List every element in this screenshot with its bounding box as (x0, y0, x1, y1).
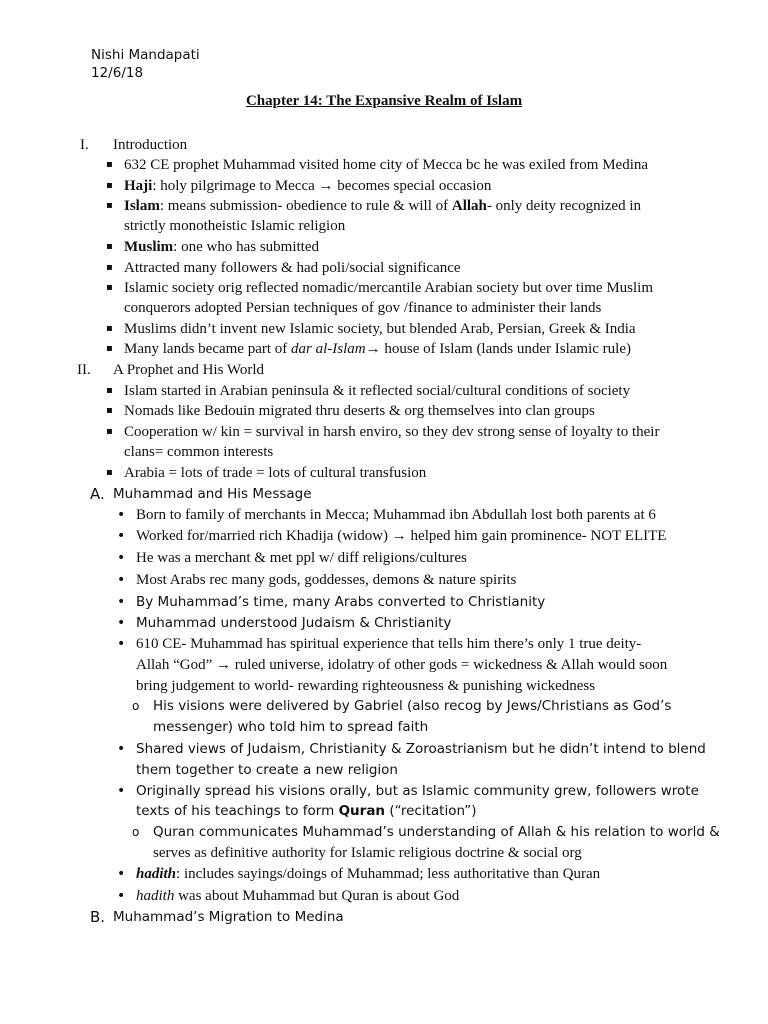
line-text: A Prophet and His World (113, 362, 265, 378)
list-marker: ▪ (106, 385, 113, 396)
line-text: was about Muhammad but Quran is about God (174, 888, 460, 904)
line-text: texts of his teachings to form (136, 803, 339, 819)
list-marker: ▪ (106, 323, 113, 334)
line-text: Islamic society orig reflected nomadic/mercantile Arabian society but over time Muslim (124, 280, 653, 296)
line-text: hadith (136, 888, 175, 904)
line-text: conquerors adopted Persian techniques of gov /finance to administer their lands (124, 300, 602, 316)
outline-line (124, 278, 653, 298)
outline-line (124, 298, 601, 318)
list-marker: • (117, 528, 126, 544)
outline-line (113, 907, 344, 927)
line-text: 632 CE prophet Muhammad visited home city of Mecca bc he was exiled from Medina (124, 157, 649, 173)
list-marker: • (117, 550, 126, 566)
line-text: Haji (124, 178, 153, 194)
outline-line (136, 864, 600, 884)
line-text: : holy pilgrimage to Mecca → becomes special occasion (152, 178, 492, 194)
line-text: Allah (451, 198, 487, 214)
line-text: Islam (124, 198, 160, 214)
line-text: strictly monotheistic Islamic religion (124, 218, 346, 234)
list-marker: ▪ (106, 262, 113, 273)
outline-line (136, 655, 667, 675)
list-marker: • (117, 594, 126, 610)
outline-line (124, 216, 345, 236)
line-text: Muslim (124, 239, 174, 255)
line-text: Nomads like Bedouin migrated thru deserts & org themselves into clan groups (124, 403, 595, 419)
outline-line (136, 548, 467, 568)
line-text: Born to family of merchants in Mecca; Muhammad ibn Abdullah lost both parents at 6 (136, 507, 656, 523)
list-marker: • (117, 636, 126, 652)
line-text: (“recitation”) (385, 803, 477, 819)
line-text: serves as definitive authority for Islamic religious doctrine & social org (153, 845, 582, 861)
line-text: Muhammad understood Judaism & Christianity (136, 615, 452, 631)
list-marker: • (117, 507, 126, 523)
line-text: Many lands became part of (124, 341, 292, 357)
list-marker: ▪ (106, 282, 113, 293)
outline-line (136, 505, 656, 525)
outline-line (136, 526, 666, 546)
outline-line (124, 237, 319, 257)
document-date: 12/6/18 (91, 65, 144, 81)
list-marker: ▪ (106, 200, 113, 211)
list-marker: ▪ (106, 467, 113, 478)
line-text: Worked for/married rich Khadija (widow) → helped him gain prominence- NOT ELITE (136, 528, 667, 544)
outline-line (153, 717, 428, 737)
document-header (91, 46, 200, 82)
line-text: dar al-Islam (291, 341, 366, 357)
list-marker: • (117, 888, 126, 904)
outline-line (136, 781, 699, 801)
line-text: Most Arabs rec many gods, goddesses, demons & nature spirits (136, 572, 517, 588)
line-text: Muhammad’s Migration to Medina (113, 909, 344, 925)
outline-line (136, 570, 516, 590)
outline-line (124, 401, 595, 421)
outline-line (124, 176, 491, 196)
outline-line (124, 319, 636, 339)
outline-line (136, 886, 459, 906)
line-text: messenger) who told him to spread faith (153, 719, 429, 735)
outline-line (124, 381, 630, 401)
line-text: Quran communicates Muhammad’s understanding of Allah & his relation to world & (153, 824, 720, 840)
line-text: By Muhammad’s time, many Arabs converted to Christianity (136, 594, 546, 610)
outline-line (136, 760, 398, 780)
outline-line (124, 422, 659, 442)
list-marker: II. (77, 362, 91, 378)
line-text: Muhammad and His Message (113, 486, 312, 502)
line-text: : includes sayings/doings of Muhammad; less authoritative than Quran (176, 866, 601, 882)
line-text: - only deity recognized in (486, 198, 642, 214)
outline-line (136, 613, 451, 633)
list-marker: • (117, 783, 126, 799)
outline-line (124, 196, 641, 216)
list-marker: o (132, 825, 140, 839)
outline-line (153, 696, 671, 716)
outline-line (113, 135, 187, 155)
outline-line (136, 801, 477, 821)
list-marker: ▪ (106, 405, 113, 416)
outline-line (113, 360, 264, 380)
outline-line (124, 339, 631, 359)
list-marker: • (117, 866, 126, 882)
list-marker: o (132, 699, 140, 713)
outline-line (124, 442, 273, 462)
line-text: Muslims didn’t invent new Islamic society, but blended Arab, Persian, Greek & India (124, 321, 636, 337)
list-marker: ▪ (106, 343, 113, 354)
outline-line (124, 463, 426, 483)
line-text: Originally spread his visions orally, but as Islamic community grew, followers wrote (136, 783, 699, 799)
line-text: Introduction (113, 137, 188, 153)
outline-line (153, 822, 720, 842)
outline-line (136, 592, 545, 612)
list-marker: ▪ (106, 180, 113, 191)
line-text: them together to create a new religion (136, 762, 398, 778)
outline-line (136, 676, 595, 696)
line-text: He was a merchant & met ppl w/ diff religions/cultures (136, 550, 467, 566)
outline-line (153, 843, 582, 863)
line-text: → house of Islam (lands under Islamic rule) (365, 341, 631, 357)
list-marker: ▪ (106, 426, 113, 437)
line-text: hadith (136, 866, 177, 882)
outline-line (124, 155, 648, 175)
list-marker: • (117, 572, 126, 588)
outline-line (136, 739, 706, 759)
line-text: 610 CE- Muhammad has spiritual experience that tells him there’s only 1 true deity- (136, 636, 642, 652)
outline-line (113, 484, 312, 504)
line-text: : means submission- obedience to rule & will of (159, 198, 452, 214)
outline-line (124, 258, 461, 278)
list-marker: A. (90, 485, 105, 503)
outline-line (136, 634, 641, 654)
list-marker: B. (90, 908, 106, 926)
line-text: clans= common interests (124, 444, 274, 460)
line-text: Islam started in Arabian peninsula & it reflected social/cultural conditions of society (124, 383, 631, 399)
line-text: Quran (338, 803, 386, 819)
list-marker: I. (80, 137, 89, 153)
list-marker: ▪ (106, 159, 113, 170)
list-marker: ▪ (106, 241, 113, 252)
line-text: Cooperation w/ kin = survival in harsh enviro, so they dev strong sense of loyalty to their (124, 424, 660, 440)
line-text: bring judgement to world- rewarding righteousness & punishing wickedness (136, 678, 596, 694)
line-text: Shared views of Judaism, Christianity & Zoroastrianism but he didn’t intend to blend (136, 741, 706, 757)
line-text: Allah “God” → ruled universe, idolatry of other gods = wickedness & Allah would soon (136, 657, 668, 673)
line-text: Attracted many followers & had poli/social significance (124, 260, 461, 276)
author-name: Nishi Mandapati (91, 47, 200, 63)
list-marker: • (117, 741, 126, 757)
list-marker: • (117, 615, 126, 631)
line-text: His visions were delivered by Gabriel (also recog by Jews/Christians as God’s (153, 698, 672, 714)
page-title: Chapter 14: The Expansive Realm of Islam (245, 93, 523, 109)
line-text: : one who has submitted (173, 239, 319, 255)
line-text: Arabia = lots of trade = lots of cultural transfusion (124, 465, 427, 481)
